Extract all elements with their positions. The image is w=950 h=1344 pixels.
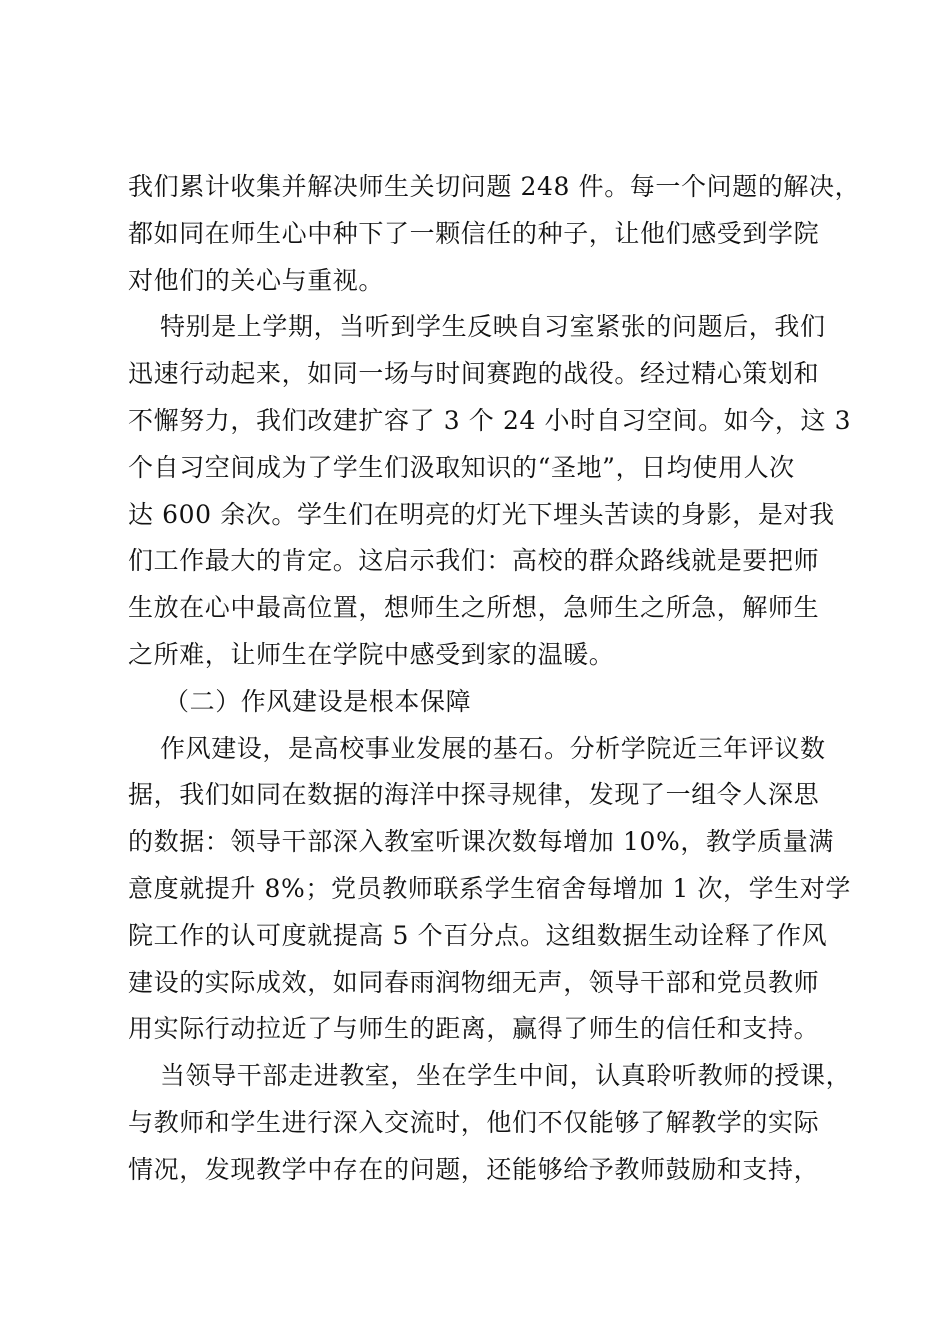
heading-text: （二）作风建设是根本保障: [164, 686, 472, 716]
text-line: 用实际行动拉近了与师生的距离，赢得了师生的信任和支持。: [128, 1014, 820, 1044]
text-line: 情况，发现教学中存在的问题，还能够给予教师鼓励和支持，: [128, 1154, 820, 1184]
text-line: 院工作的认可度就提高 5 个百分点。这组数据生动诠释了作风: [128, 920, 828, 950]
text-line: 对他们的关心与重视。: [128, 265, 385, 295]
text-line: 建设的实际成效，如同春雨润物细无声，领导干部和党员教师: [128, 967, 820, 997]
text-line: 意度就提升 8%；党员教师联系学生宿舍每增加 1 次，学生对学: [128, 873, 852, 903]
text-line: 之所难，让师生在学院中感受到家的温暖。: [128, 639, 615, 669]
paragraph-3: [128, 726, 852, 1054]
text-line: 生放在心中最高位置，想师生之所想，急师生之所急，解师生: [128, 593, 820, 623]
text-line: 特别是上学期，当听到学生反映自习室紧张的问题后，我们: [160, 312, 826, 342]
text-line: 作风建设，是高校事业发展的基石。分析学院近三年评议数: [160, 733, 826, 763]
text-line: 达 600 余次。学生们在明亮的灯光下埋头苦读的身影，是对我: [128, 499, 835, 529]
text-line: 与教师和学生进行深入交流时，他们不仅能够了解教学的实际: [128, 1107, 820, 1137]
text-line: 的数据：领导干部深入教室听课次数每增加 10%，教学质量满: [128, 827, 834, 857]
text-line: 个自习空间成为了学生们汲取知识的“圣地”，日均使用人次: [128, 452, 795, 482]
text-line: 据，我们如同在数据的海洋中探寻规律，发现了一组令人深思: [128, 780, 820, 810]
text-line: 都如同在师生心中种下了一颗信任的种子，让他们感受到学院: [128, 218, 820, 248]
paragraph-4: [128, 1053, 852, 1193]
text-line: 当领导干部走进教室，坐在学生中间，认真聆听教师的授课，: [160, 1061, 852, 1091]
section-heading: [128, 679, 838, 726]
text-line: 们工作最大的肯定。这启示我们：高校的群众路线就是要把师: [128, 546, 820, 576]
text-line: 迅速行动起来，如同一场与时间赛跑的战役。经过精心策划和: [128, 359, 820, 389]
document-body: [128, 164, 861, 1194]
paragraph-2: [128, 304, 852, 678]
paragraph-1: [128, 164, 861, 304]
text-line: 我们累计收集并解决师生关切问题 248 件。每一个问题的解决，: [128, 172, 861, 201]
text-line: 不懈努力，我们改建扩容了 3 个 24 小时自习空间。如今，这 3: [128, 405, 852, 435]
